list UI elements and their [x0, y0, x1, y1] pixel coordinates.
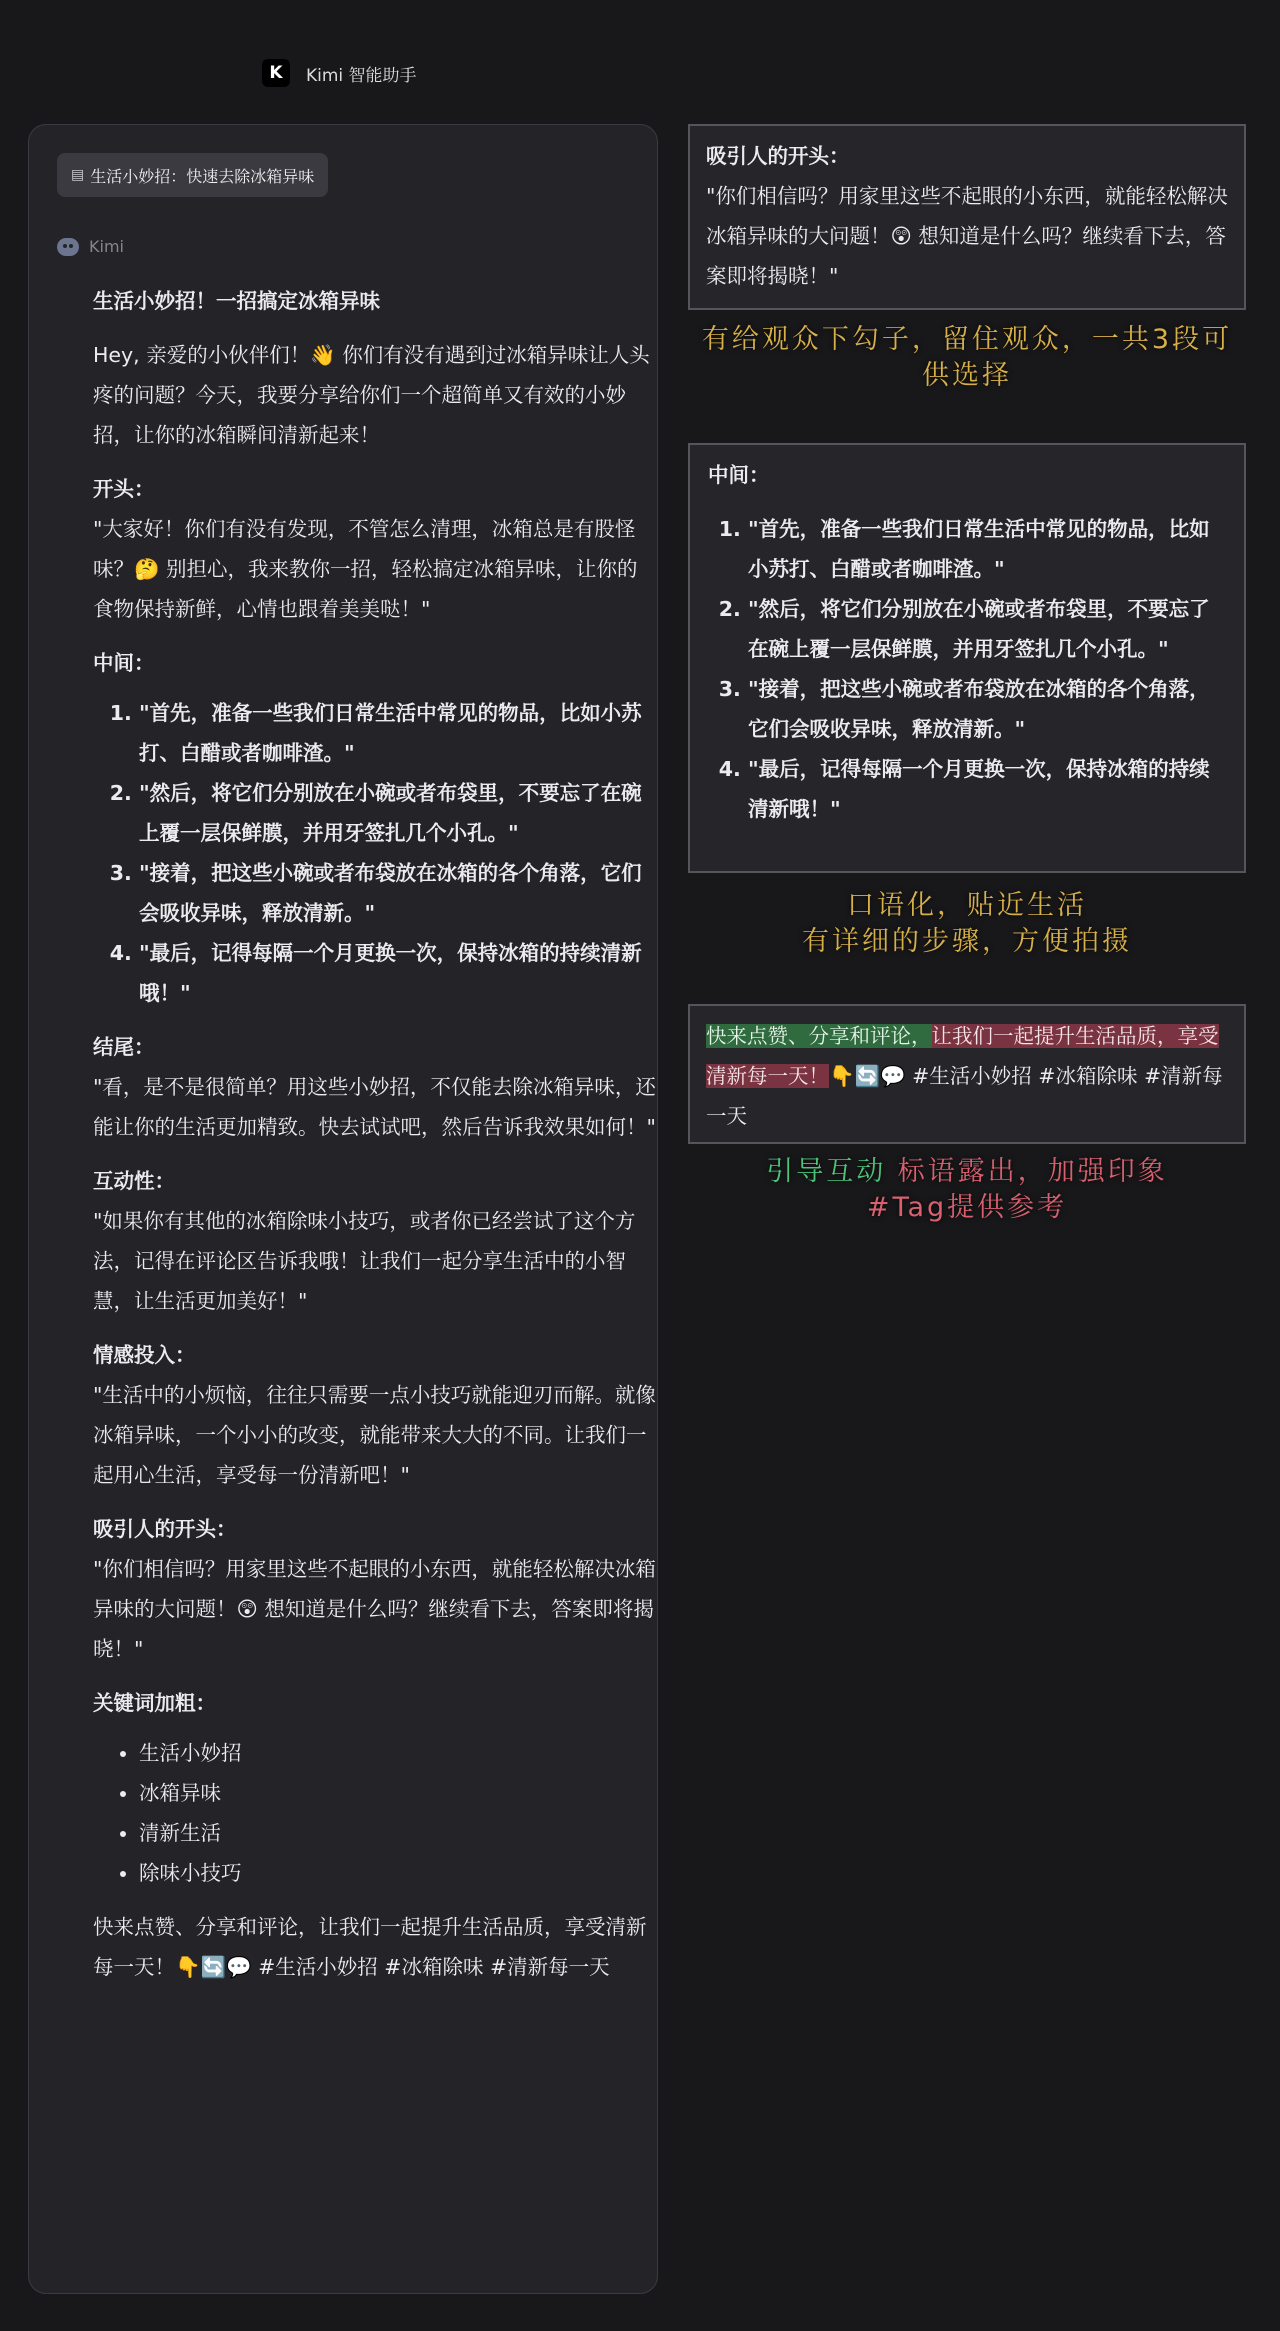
topic-chip[interactable] [57, 153, 328, 197]
annotation-note-middle [688, 888, 1246, 960]
annotation-hook-text: "你们相信吗？用家里这些不起眼的小东西，就能轻松解决冰箱异味的大问题！😲 想知道是什么吗？继续看下去，答案即将揭晓！" [706, 184, 1228, 288]
middle-steps-list [93, 693, 657, 1013]
cta-tags: 👇🔄💬 #生活小妙招 #冰箱除味 #清新每一天 [706, 1064, 1223, 1128]
chat-panel [28, 124, 658, 2294]
bot-avatar-icon [57, 238, 79, 256]
list-item: 3. "接着，把这些小碗或者布袋放在冰箱的各个角落，它们会吸收异味，释放清新。" [139, 853, 657, 933]
list-item: 4. "最后，记得每隔一个月更换一次，保持冰箱的持续清新哦！" [748, 749, 1226, 829]
annotation-note-middle-line1: 口语化，贴近生活 [847, 890, 1087, 921]
emotion-heading: 情感投入： [93, 1343, 196, 1367]
annotation-box-middle [688, 443, 1246, 873]
list-item: • 生活小妙招 [139, 1733, 657, 1773]
annotation-box-hook [688, 124, 1246, 310]
list-item: 2. "然后，将它们分别放在小碗或者布袋里，不要忘了在碗上覆一层保鲜膜，并用牙签扎几个小孔。" [139, 773, 657, 853]
note-tag-label: #Tag提供参考 [866, 1192, 1068, 1223]
interaction-text: "如果你有其他的冰箱除味小技巧，或者你已经尝试了这个方法，记得在评论区告诉我哦！让我们一起分享生活中的小智慧，让生活更加美好！" [93, 1209, 636, 1313]
note-slogan-label: 标语露出，加强印象 [897, 1156, 1168, 1187]
annotation-box-cta [688, 1004, 1246, 1144]
middle-heading: 中间： [93, 651, 155, 675]
assistant-message [93, 281, 657, 2001]
annotation-cta-text [706, 1016, 1228, 1136]
ending-text: "看，是不是很简单？用这些小妙招，不仅能去除冰箱异味，还能让你的生活更加精致。快去试试吧，然后告诉我效果如何！" [93, 1075, 656, 1139]
list-item: • 清新生活 [139, 1813, 657, 1853]
list-item: 1. "首先，准备一些我们日常生活中常见的物品，比如小苏打、白醋或者咖啡渣。" [139, 693, 657, 773]
topic-chip-label: 生活小妙招：快速去除冰箱异味 [90, 166, 315, 186]
list-item: 1. "首先，准备一些我们日常生活中常见的物品，比如小苏打、白醋或者咖啡渣。" [748, 509, 1226, 589]
annotation-note-cta [688, 1154, 1246, 1226]
ending-heading: 结尾： [93, 1035, 155, 1059]
hook-heading: 吸引人的开头： [93, 1517, 237, 1541]
opening-text: "大家好！你们有没有发现，不管怎么清理，冰箱总是有股怪味？🤔 别担心，我来教你一招，轻松搞定冰箱异味，让你的食物保持新鲜，心情也跟着美美哒！" [93, 517, 638, 621]
opening-heading: 开头： [93, 477, 155, 501]
bot-name: Kimi [89, 237, 124, 256]
highlight-interaction: 快来点赞、分享和评论， [706, 1024, 932, 1048]
keywords-list [93, 1733, 657, 1893]
keywords-heading: 关键词加粗： [93, 1691, 216, 1715]
annotation-note-hook: 有给观众下勾子，留住观众，一共3段可供选择 [701, 324, 1233, 391]
list-item: 4. "最后，记得每隔一个月更换一次，保持冰箱的持续清新哦！" [139, 933, 657, 1013]
highlight-slogan: 让我们一起提升生活品质，享受清新每一天！ [706, 1024, 1219, 1088]
list-item: 3. "接着，把这些小碗或者布袋放在冰箱的各个角落，它们会吸收异味，释放清新。" [748, 669, 1226, 749]
cta-text: 快来点赞、分享和评论，让我们一起提升生活品质，享受清新每一天！👇🔄💬 #生活小妙招 #冰箱除味 #清新每一天 [93, 1915, 647, 1979]
hook-text: "你们相信吗？用家里这些不起眼的小东西，就能轻松解决冰箱异味的大问题！😲 想知道是什么吗？继续看下去，答案即将揭晓！" [93, 1557, 656, 1661]
interaction-heading: 互动性： [93, 1169, 175, 1193]
app-header [262, 58, 417, 88]
kimi-logo[interactable]: K [262, 59, 290, 87]
emotion-text: "生活中的小烦恼，往往只需要一点小技巧就能迎刃而解。就像冰箱异味，一个小小的改变，就能带来大大的不同。让我们一起用心生活，享受每一份清新吧！" [93, 1383, 656, 1487]
intro-text: Hey, 亲爱的小伙伴们！👋 你们有没有遇到过冰箱异味让人头疼的问题？今天，我要分享给你们一个超简单又有效的小妙招，让你的冰箱瞬间清新起来！ [93, 343, 650, 447]
list-item: • 除味小技巧 [139, 1853, 657, 1893]
list-item: 2. "然后，将它们分别放在小碗或者布袋里，不要忘了在碗上覆一层保鲜膜，并用牙签扎几个小孔。" [748, 589, 1226, 669]
list-item: • 冰箱异味 [139, 1773, 657, 1813]
annotation-middle-heading: 中间： [708, 463, 770, 487]
annotation-hook-heading: 吸引人的开头： [706, 144, 850, 168]
bot-identity [57, 237, 124, 256]
annotation-steps-list [708, 509, 1226, 829]
message-title: 生活小妙招！一招搞定冰箱异味 [93, 289, 380, 313]
annotation-note-middle-line2: 有详细的步骤，方便拍摄 [802, 926, 1132, 957]
note-interaction-label: 引导互动 [766, 1156, 887, 1187]
app-title: Kimi 智能助手 [306, 65, 417, 86]
document-icon: ▤ [71, 167, 85, 183]
